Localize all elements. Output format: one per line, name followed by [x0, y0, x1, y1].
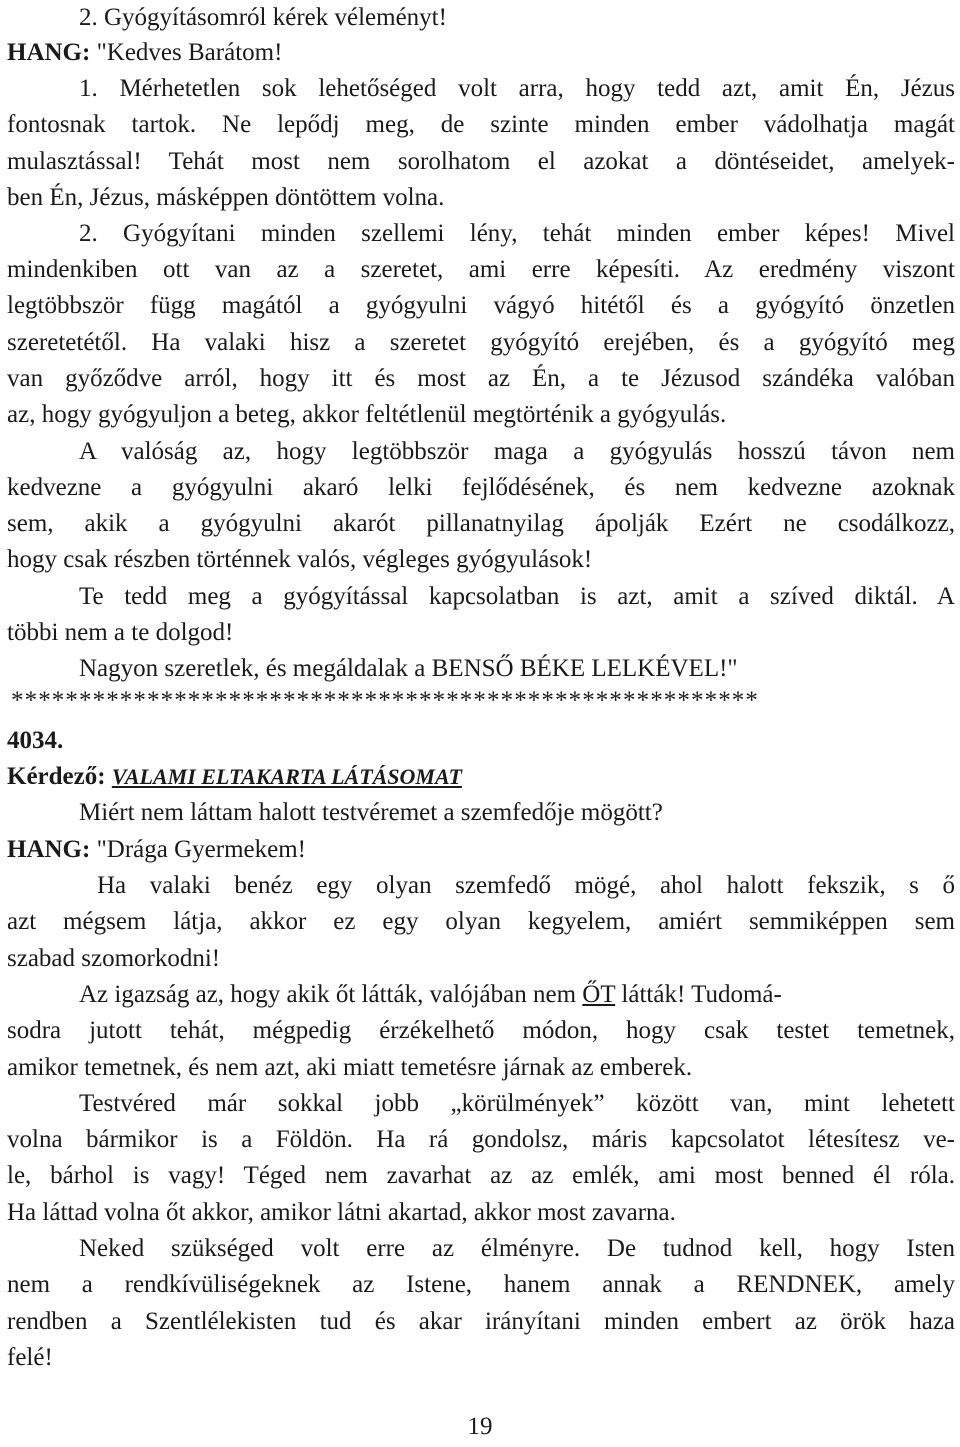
hang-greeting: "Drága Gyermekem! — [90, 836, 306, 863]
text-line: többi nem a te dolgod! — [7, 619, 234, 646]
text-line: szabad szomorkodni! — [7, 945, 221, 972]
hang-line — [7, 35, 282, 71]
text-span: Az igazság az, hogy akik őt látták, valójában nem — [79, 981, 577, 1008]
entry-number: 4034. — [7, 727, 64, 754]
entry-title: VALAMI ELTAKARTA LÁTÁSOMAT — [111, 764, 462, 789]
question-line: Miért nem láttam halott testvéremet a szemfedője mögött? — [79, 799, 663, 826]
text-line: Testvéred már sokkal jobb „körülmények” között van, mint lehetett — [79, 1090, 955, 1117]
text-line: 2. Gyógyításomról kérek véleményt! — [79, 4, 447, 31]
text-line: van győződve arról, hogy itt és most az Én, a te Jézusod szándéka valóban — [7, 365, 955, 392]
page-number: 19 — [467, 1413, 493, 1440]
text-line: amikor temetnek, és nem azt, aki miatt temetésre járnak az emberek. — [7, 1054, 693, 1081]
text-line: mindenkiben ott van az a szeretet, ami erre képesíti. Az eredmény viszont — [7, 256, 955, 283]
asker-label: Kérdező: — [7, 763, 106, 790]
text-line: fontosnak tartok. Ne lepődj meg, de szinte minden ember vádolhatja magát — [7, 111, 955, 138]
text-line: Ha láttad volna őt akkor, amikor látni akartad, akkor most zavarna. — [7, 1199, 676, 1226]
text-line: hogy csak részben történnek valós, végleges gyógyulások! — [7, 546, 593, 573]
separator-stars: ******************************************************* — [11, 687, 759, 714]
text-line: nem a rendkívüliségeknek az Istene, hanem annak a RENDNEK, amely — [7, 1271, 955, 1298]
text-line — [79, 977, 782, 1013]
text-line: mulasztással! Tehát most nem sorolhatom el azokat a döntéseidet, amelyek- — [7, 148, 955, 175]
hang-label: HANG: — [7, 39, 91, 66]
text-line: az, hogy gyógyuljon a beteg, akkor feltétlenül megtörténik a gyógyulás. — [7, 401, 727, 428]
text-line: Ha valaki benéz egy olyan szemfedő mögé, ahol halott fekszik, s ő — [97, 872, 955, 899]
hang-greeting: "Kedves Barátom! — [90, 39, 283, 66]
text-line: Te tedd meg a gyógyítással kapcsolatban is azt, amit a szíved diktál. A — [79, 583, 955, 610]
hang-line — [7, 832, 306, 868]
emphasis-underlined: ŐT — [582, 981, 616, 1008]
text-line: 1. Mérhetetlen sok lehetőséged volt arra, hogy tedd azt, amit Én, Jézus — [79, 75, 955, 102]
text-line: volna bármikor is a Földön. Ha rá gondolsz, máris kapcsolatot létesítesz ve- — [7, 1126, 955, 1153]
text-line: A valóság az, hogy legtöbbször maga a gyógyulás hosszú távon nem — [79, 438, 955, 465]
text-line: le, bárhol is vagy! Téged nem zavarhat az az emlék, ami most benned él róla. — [7, 1162, 955, 1189]
text-line: legtöbbször függ magától a gyógyulni vágyó hitétől és a gyógyító önzetlen — [7, 292, 955, 319]
text-span: látták! Tudomá- — [621, 981, 782, 1008]
text-line: azt mégsem látja, akkor ez egy olyan kegyelem, amiért semmiképpen sem — [7, 908, 955, 935]
text-line: sodra jutott tehát, mégpedig érzékelhető módon, hogy csak testet temetnek, — [7, 1017, 955, 1044]
text-line: rendben a Szentlélekisten tud és akar irányítani minden embert az örök haza — [7, 1308, 955, 1335]
text-line: kedvezne a gyógyulni akaró lelki fejlődésének, és nem kedvezne azoknak — [7, 474, 955, 501]
text-line: szeretetétől. Ha valaki hisz a szeretet gyógyító erejében, és a gyógyító meg — [7, 329, 955, 356]
text-line: 2. Gyógyítani minden szellemi lény, tehát minden ember képes! Mivel — [79, 220, 955, 247]
asker-line — [7, 759, 462, 795]
text-line: ben Én, Jézus, másképpen döntöttem volna. — [7, 184, 445, 211]
text-line: Nagyon szeretlek, és megáldalak a BENSŐ BÉKE LELKÉVEL!" — [79, 655, 738, 682]
hang-label: HANG: — [7, 836, 91, 863]
text-line: sem, akik a gyógyulni akarót pillanatnyilag ápolják Ezért ne csodálkozz, — [7, 510, 955, 537]
text-line: felé! — [7, 1344, 53, 1371]
text-line: Neked szükséged volt erre az élményre. De tudnod kell, hogy Isten — [79, 1235, 955, 1262]
